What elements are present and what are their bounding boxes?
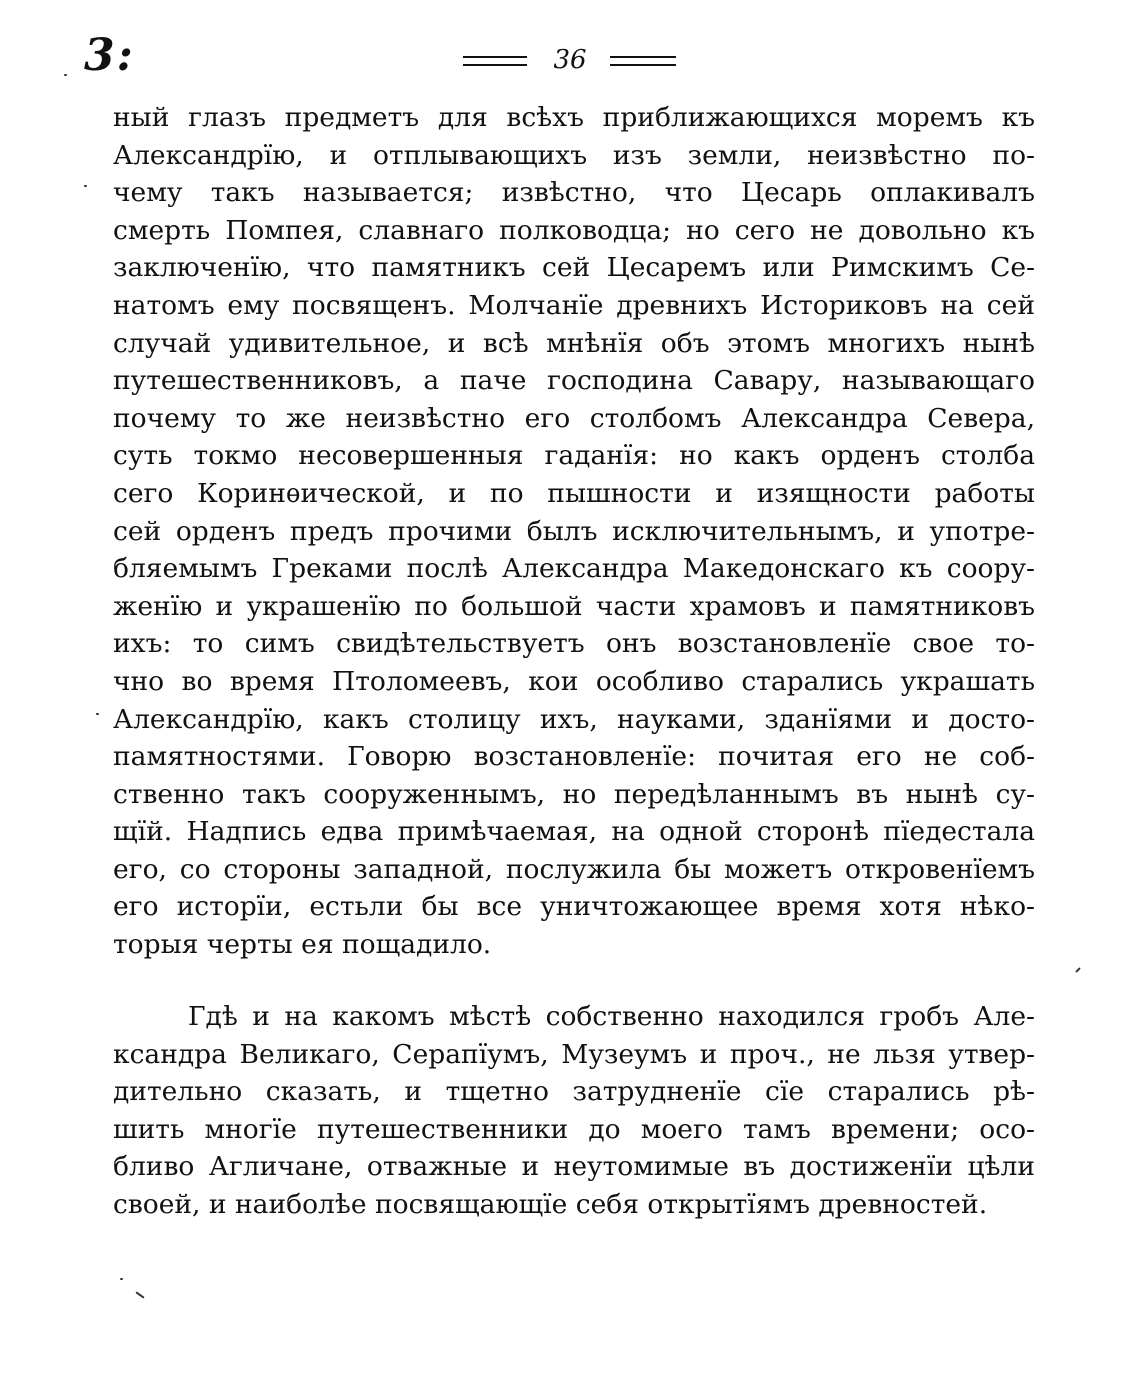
scan-speck bbox=[96, 713, 99, 715]
header-rule-right bbox=[610, 56, 676, 66]
text-line: заключенїю, что памятникъ сей Цесаремъ или Римскимъ Се- bbox=[113, 252, 1035, 284]
text-line: путешественниковъ, а паче господина Савару, называющаго bbox=[113, 365, 1035, 397]
text-line: своей, и наиболѣе посвящающїе себя открытїямъ древностей. bbox=[113, 1188, 988, 1220]
text-line: бливо Агличане, отважные и неутомимые въ достиженїи цѣли bbox=[113, 1151, 1035, 1183]
text-line: Александрїю, и отплывающихъ изъ земли, неизвѣстно по- bbox=[113, 139, 1035, 171]
header-rule-left bbox=[463, 56, 527, 66]
margin-mark: 3: bbox=[84, 30, 135, 81]
text-line: бляемымъ Греками послѣ Александра Македонскаго къ соору- bbox=[113, 553, 1035, 585]
paragraph-1 bbox=[113, 99, 1035, 964]
scan-speck bbox=[135, 1291, 144, 1298]
text-line: щїй. Надпись едва примѣчаемая, на одной сторонѣ пїедестала bbox=[113, 816, 1035, 848]
page-header bbox=[0, 46, 1140, 76]
scan-speck bbox=[120, 1278, 123, 1280]
text-line: ксандра Великаго, Серапїумъ, Музеумъ и проч., не льзя утвер- bbox=[113, 1038, 1035, 1070]
text-line: смерть Помпея, славнаго полководца; но сего не довольно къ bbox=[113, 214, 1035, 246]
text-line: памятностями. Говорю возстановленїе: почитая его не соб- bbox=[113, 741, 1035, 773]
text-line: ственно такъ сооруженнымъ, но передѣланнымъ въ нынѣ су- bbox=[113, 778, 1035, 810]
scan-speck bbox=[64, 74, 67, 76]
scan-speck bbox=[84, 185, 87, 187]
text-line: его, со стороны западной, послужила бы можетъ откровенїемъ bbox=[113, 853, 1035, 885]
text-line: торыя черты ея пощадило. bbox=[113, 929, 492, 961]
text-line: сего Коринѳической, и по пышности и изящности работы bbox=[113, 477, 1035, 509]
text-line: Александрїю, какъ столицу ихъ, науками, зданїями и достo- bbox=[113, 703, 1035, 735]
text-line: шить многїе путешественники до моего тамъ времени; осо- bbox=[113, 1113, 1035, 1145]
text-line: чно во время Птоломеевъ, кои особливо старались украшать bbox=[113, 665, 1035, 697]
text-line: ихъ: то симъ свидѣтельствуетъ онъ возстановленїе свое то- bbox=[113, 628, 1035, 660]
text-line: чему такъ называется; извѣстно, что Цесарь оплакивалъ bbox=[113, 177, 1035, 209]
text-line: ный глазъ предметъ для всѣхъ приближающихся моремъ къ bbox=[113, 102, 1035, 133]
text-line: Гдѣ и на какомъ мѣстѣ собственно находился гробъ Але- bbox=[188, 1001, 1035, 1032]
scan-speck bbox=[1075, 967, 1081, 973]
page-number: 36 bbox=[553, 45, 587, 75]
text-line: почему то же неизвѣстно его столбомъ Александра Севера, bbox=[113, 402, 1035, 434]
text-line: случай удивительное, и всѣ мнѣнїя объ этомъ многихъ нынѣ bbox=[113, 327, 1035, 359]
text-line: его исторїи, естьли бы все уничтожающее время хотя нѣко- bbox=[113, 891, 1035, 923]
text-line: суть токмо несовершенныя гаданїя: но какъ орденъ столба bbox=[113, 440, 1035, 472]
text-line: сей орденъ предъ прочими былъ исключительнымъ, и употре- bbox=[113, 515, 1035, 547]
text-line: женїю и украшенїю по большой части храмовъ и памятниковъ bbox=[113, 590, 1035, 622]
text-line: натомъ ему посвященъ. Молчанїе древнихъ Историковъ на сей bbox=[113, 289, 1035, 321]
text-line: дительно сказать, и тщетно затрудненїе сїе старались рѣ- bbox=[113, 1076, 1035, 1108]
paragraph-2 bbox=[113, 998, 1035, 1224]
